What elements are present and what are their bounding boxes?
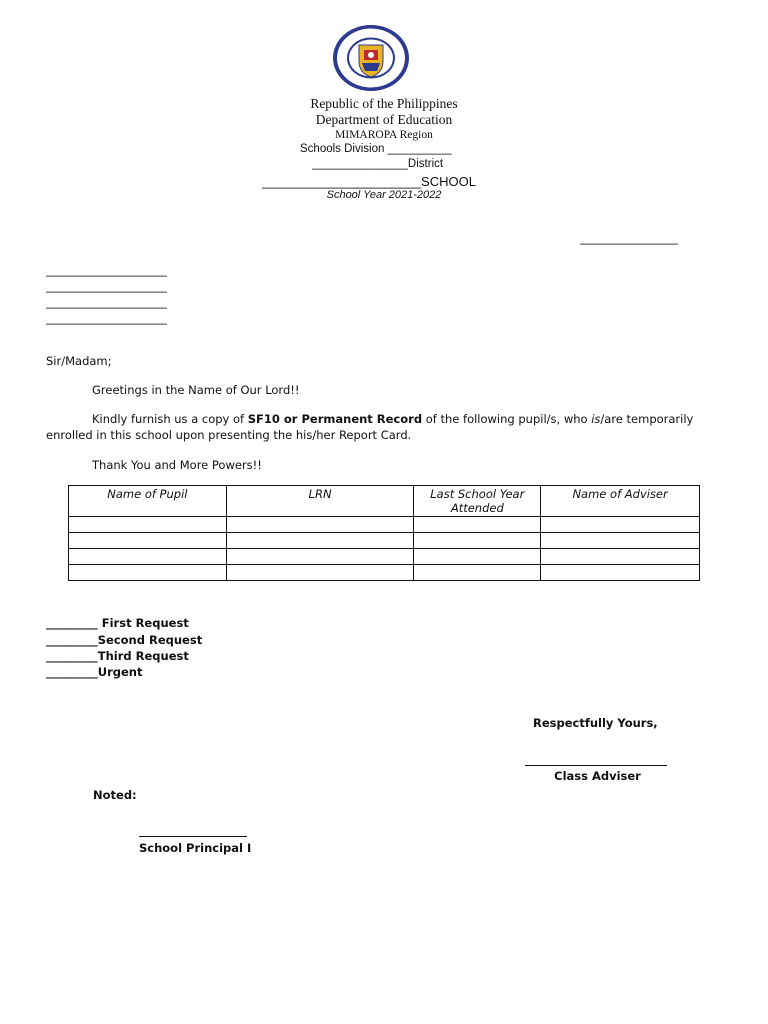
table-cell[interactable]	[69, 565, 227, 581]
deped-seal	[331, 23, 411, 93]
third-request-option: _________Third Request	[46, 649, 189, 663]
table-row	[69, 533, 700, 549]
table-cell[interactable]	[69, 549, 227, 565]
addressee-line: _____________________	[46, 311, 167, 325]
table-cell[interactable]	[226, 533, 414, 549]
column-header: Last School Year Attended	[414, 486, 541, 517]
table-cell[interactable]	[226, 517, 414, 533]
table-cell[interactable]	[226, 565, 414, 581]
request-italic: is	[591, 412, 601, 426]
request-middle: of the following pupil/s, who	[422, 412, 592, 426]
noted-label: Noted:	[93, 788, 137, 802]
pupils-table	[68, 485, 700, 581]
table-cell[interactable]	[414, 517, 541, 533]
addressee-line: _____________________	[46, 279, 167, 293]
school-name-line: ______________________SCHOOL	[262, 174, 476, 189]
principal-signature-line	[139, 836, 247, 837]
urgent-option: _________Urgent	[46, 665, 143, 679]
table-cell[interactable]	[541, 517, 700, 533]
adviser-signature-line	[525, 765, 667, 766]
table-row	[69, 517, 700, 533]
principal-title: School Principal I	[139, 841, 252, 855]
table-cell[interactable]	[414, 533, 541, 549]
first-request-option: _________ First Request	[46, 616, 189, 630]
table-cell[interactable]	[541, 549, 700, 565]
schools-division-line: Schools Division __________	[300, 143, 452, 155]
record-type: SF10 or Permanent Record	[247, 412, 423, 426]
department-name: Department of Education	[315, 112, 453, 127]
column-header: Name of Pupil	[69, 486, 227, 517]
addressee-line: _____________________	[46, 295, 167, 309]
request-prefix: Kindly furnish us a copy of	[92, 412, 248, 426]
table-cell[interactable]	[541, 533, 700, 549]
date-line: _________________	[580, 231, 678, 245]
table-header-row	[69, 486, 700, 517]
second-request-option: _________Second Request	[46, 633, 203, 647]
table-cell[interactable]	[541, 565, 700, 581]
country-name: Republic of the Philippines	[310, 96, 458, 111]
column-header: Name of Adviser	[541, 486, 700, 517]
table-cell[interactable]	[414, 549, 541, 565]
table-row	[69, 565, 700, 581]
table-cell[interactable]	[69, 517, 227, 533]
table-cell[interactable]	[69, 533, 227, 549]
adviser-title: Class Adviser	[554, 769, 641, 783]
greeting: Greetings in the Name of Our Lord!!	[92, 383, 300, 397]
region-name: MIMAROPA Region	[335, 129, 433, 141]
addressee-line: _____________________	[46, 263, 167, 277]
table-cell[interactable]	[226, 549, 414, 565]
request-paragraph	[92, 412, 702, 426]
table-cell[interactable]	[414, 565, 541, 581]
school-year: School Year 2021-2022	[326, 189, 442, 201]
column-header: LRN	[226, 486, 414, 517]
table-row	[69, 549, 700, 565]
district-line: _______________District	[312, 158, 444, 170]
request-suffix: /are temporarily	[600, 412, 694, 426]
request-paragraph-line2: enrolled in this school upon presenting the his/her Report Card.	[46, 428, 412, 442]
thanks: Thank You and More Powers!!	[92, 458, 262, 472]
closing: Respectfully Yours,	[533, 716, 658, 730]
salutation: Sir/Madam;	[46, 354, 112, 368]
